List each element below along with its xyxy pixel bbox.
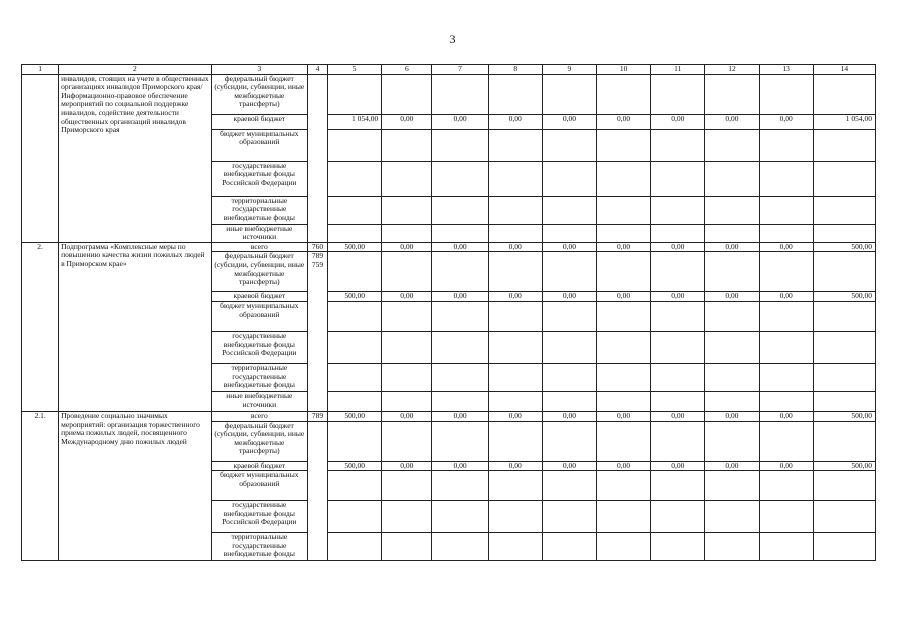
value-cell: 500,00 (328, 292, 382, 302)
value-cell: 0,00 (651, 114, 705, 129)
value-cell: 0,00 (488, 292, 542, 302)
value-cell: 0,00 (542, 461, 596, 471)
value-cell: 0,00 (705, 411, 759, 421)
header-cell: 5 (328, 65, 382, 75)
header-cell: 13 (759, 65, 813, 75)
value-cell: 0,00 (705, 242, 759, 252)
value-cell: 0,00 (382, 242, 432, 252)
value-cell: 1 054,00 (328, 114, 382, 129)
source-state-funds: государственные внебюджетные фонды Российской Федерации (211, 161, 307, 196)
value-cell: 500,00 (328, 411, 382, 421)
source-municipal: бюджет муниципальных образований (211, 471, 307, 501)
header-cell: 14 (813, 65, 875, 75)
value-cell: 0,00 (488, 114, 542, 129)
value-cell: 0,00 (651, 242, 705, 252)
value-cell: 0,00 (596, 242, 650, 252)
value-cell: 0,00 (596, 292, 650, 302)
value-cell: 0,00 (759, 411, 813, 421)
value-cell: 0,00 (432, 292, 488, 302)
value-cell: 0,00 (382, 461, 432, 471)
value-cell: 0,00 (488, 242, 542, 252)
source-state-funds: государственные внебюджетные фонды Российской Федерации (211, 331, 307, 363)
value-cell: 0,00 (759, 461, 813, 471)
header-cell: 9 (542, 65, 596, 75)
value-cell: 500,00 (813, 292, 875, 302)
source-federal: федеральный бюджет (субсидии, субвенции, иные межбюджетные трансферты) (211, 252, 307, 292)
value-cell: 0,00 (651, 292, 705, 302)
header-cell: 11 (651, 65, 705, 75)
header-cell: 8 (488, 65, 542, 75)
source-total: всего (211, 411, 307, 421)
value-cell: 0,00 (705, 461, 759, 471)
value-cell: 0,00 (651, 461, 705, 471)
value-cell: 0,00 (382, 114, 432, 129)
source-municipal: бюджет муниципальных образований (211, 301, 307, 331)
value-cell: 0,00 (759, 114, 813, 129)
value-cell: 0,00 (542, 114, 596, 129)
source-municipal: бюджет муниципальных образований (211, 129, 307, 161)
code-cell: 789 759 (307, 252, 327, 412)
source-territorial-funds: территориальные государственные внебюджетные фонды (211, 363, 307, 391)
source-regional: краевой бюджет (211, 114, 307, 129)
code-cell (307, 74, 327, 242)
value-cell: 0,00 (432, 411, 488, 421)
value-cell: 0,00 (542, 242, 596, 252)
value-cell: 0,00 (705, 114, 759, 129)
header-cell: 2 (59, 65, 212, 75)
source-state-funds: государственные внебюджетные фонды Российской Федерации (211, 501, 307, 533)
row-number: 2. (22, 242, 59, 411)
row-title: инвалидов, стоящих на учете в общественных организациях инвалидов Приморского края/ Информационно-правовое обеспечение мероприятий по социальной поддержке инвалидов, содействие деятельности общественных организаций инвалидов Приморского края (59, 74, 212, 242)
row-title: Подпрограмма «Комплексные меры по повышению качества жизни пожилых людей в Приморском крае» (59, 242, 212, 411)
value-cell: 0,00 (759, 292, 813, 302)
value-cell: 0,00 (432, 461, 488, 471)
row-number (22, 74, 59, 242)
table-row (22, 411, 876, 421)
table-row (22, 74, 876, 114)
code-cell: 789 (307, 411, 327, 421)
source-territorial-funds: территориальные государственные внебюджетные фонды (211, 533, 307, 561)
header-cell: 12 (705, 65, 759, 75)
header-cell: 6 (382, 65, 432, 75)
row-number: 2.1. (22, 411, 59, 560)
table-row (22, 242, 876, 252)
code-cell (307, 421, 327, 561)
source-federal: федеральный бюджет (субсидии, субвенции, иные межбюджетные трансферты) (211, 421, 307, 461)
source-other: иные внебюджетные источники (211, 391, 307, 411)
value-cell: 0,00 (488, 411, 542, 421)
source-total: всего (211, 242, 307, 252)
value-cell: 0,00 (542, 292, 596, 302)
value-cell: 0,00 (488, 461, 542, 471)
source-federal: федеральный бюджет (субсидии, субвенции, иные межбюджетные трансферты) (211, 74, 307, 114)
source-territorial-funds: территориальные государственные внебюджетные фонды (211, 196, 307, 224)
header-cell: 10 (596, 65, 650, 75)
value-cell: 0,00 (651, 411, 705, 421)
value-cell: 1 054,00 (813, 114, 875, 129)
value-cell: 0,00 (432, 242, 488, 252)
value-cell: 500,00 (813, 242, 875, 252)
value-cell: 500,00 (328, 461, 382, 471)
value-cell: 0,00 (759, 242, 813, 252)
source-regional: краевой бюджет (211, 461, 307, 471)
value-cell: 0,00 (596, 461, 650, 471)
value-cell: 0,00 (596, 411, 650, 421)
value-cell: 500,00 (328, 242, 382, 252)
value-cell: 0,00 (705, 292, 759, 302)
page-number: 3 (449, 32, 456, 46)
code-cell: 760 (307, 242, 327, 252)
value-cell: 500,00 (813, 411, 875, 421)
value-cell: 0,00 (596, 114, 650, 129)
row-title: Проведение социально значимых мероприятий: организация торжественного приема пожилых людей, посвященного Международному дню пожилых людей (59, 411, 212, 560)
value-cell: 0,00 (542, 411, 596, 421)
header-cell: 1 (22, 65, 59, 75)
value-cell: 0,00 (382, 411, 432, 421)
value-cell: 500,00 (813, 461, 875, 471)
source-regional: краевой бюджет (211, 292, 307, 302)
budget-table (21, 64, 876, 561)
header-row (22, 65, 876, 75)
header-cell: 4 (307, 65, 327, 75)
value-cell: 0,00 (432, 114, 488, 129)
header-cell: 3 (211, 65, 307, 75)
value-cell: 0,00 (382, 292, 432, 302)
header-cell: 7 (432, 65, 488, 75)
source-other: иные внебюджетные источники (211, 224, 307, 242)
